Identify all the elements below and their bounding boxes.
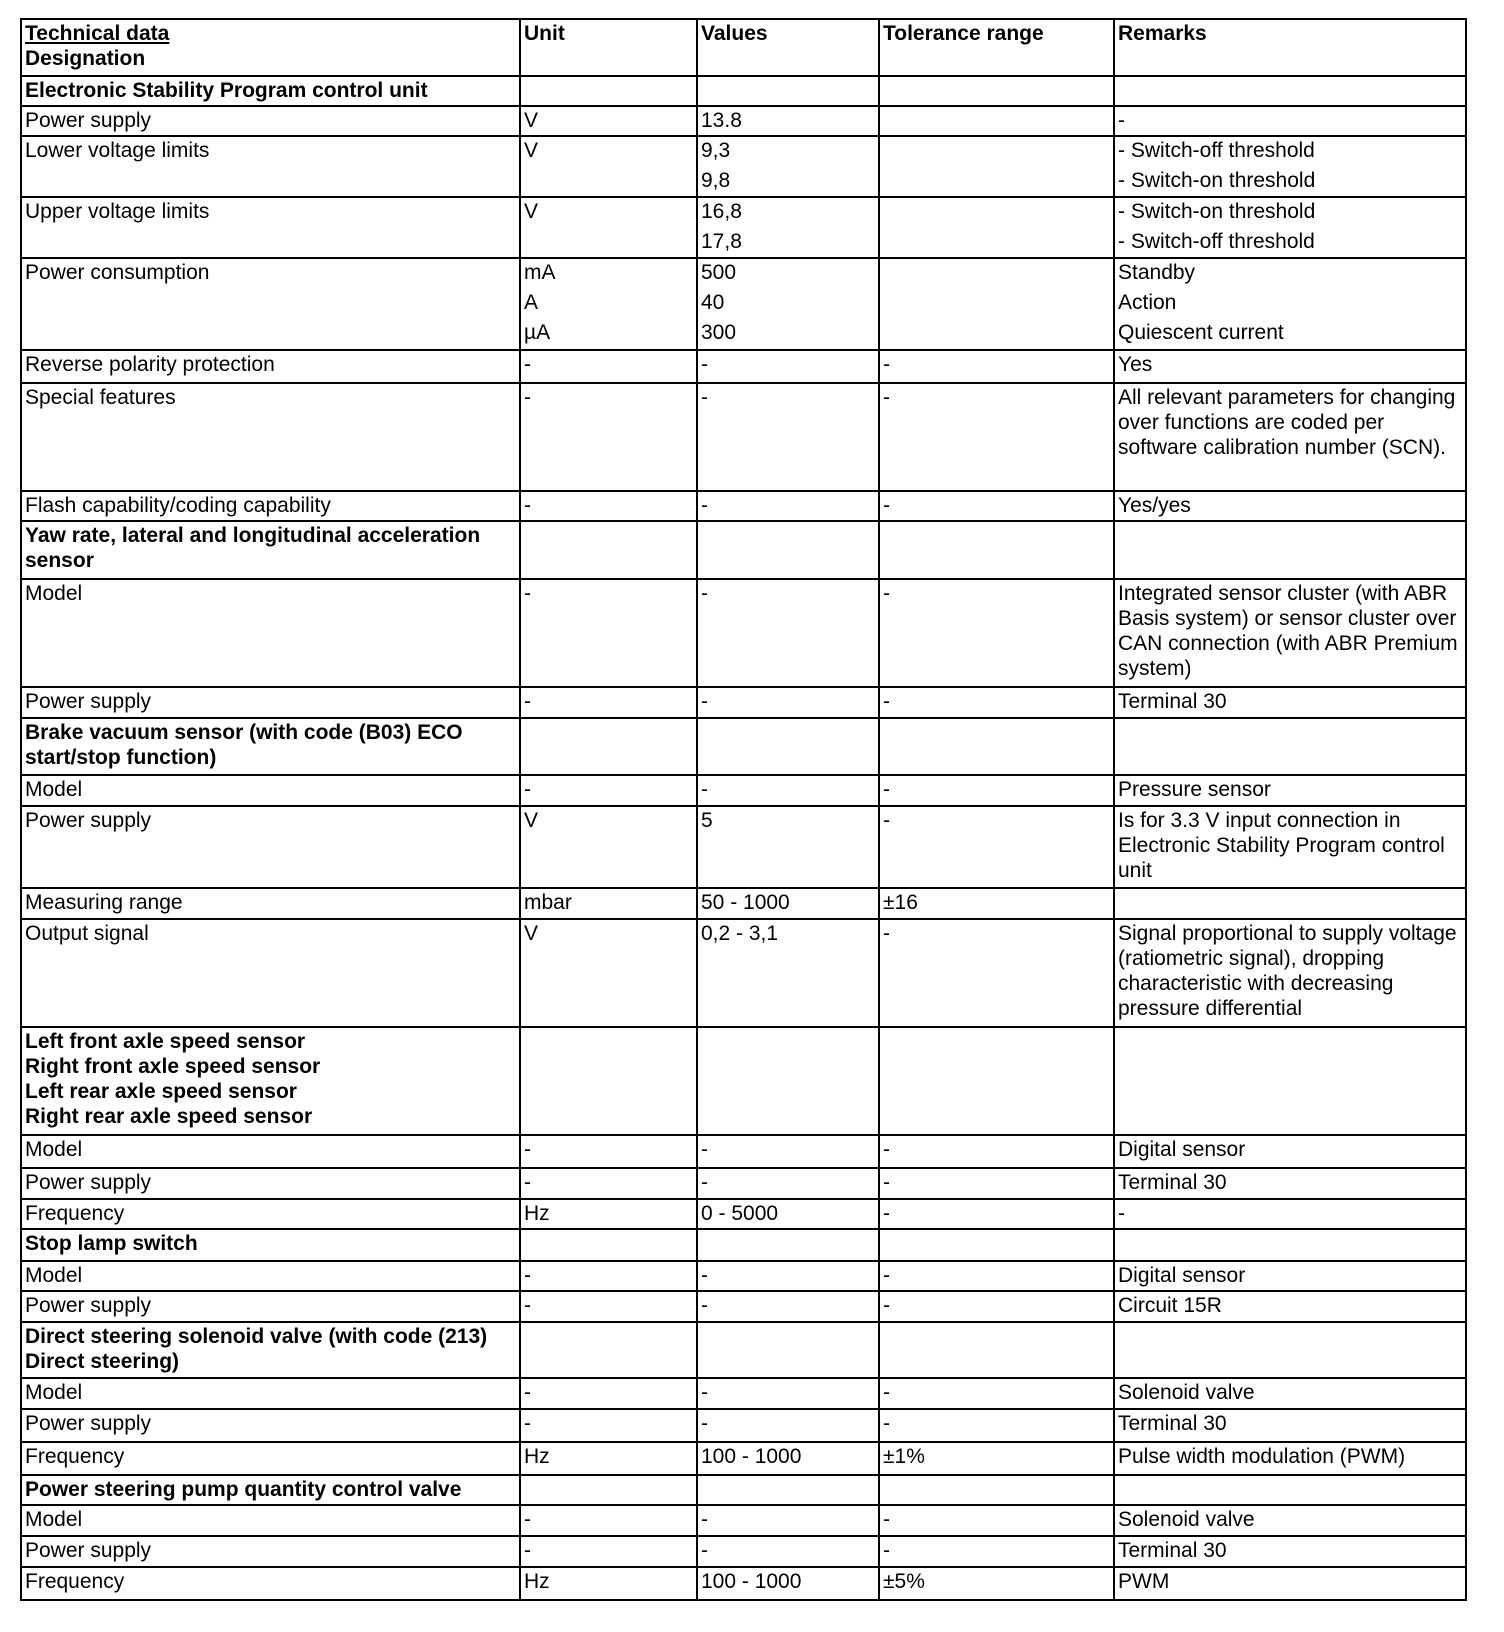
designation-cell: Output signal <box>21 919 520 1027</box>
designation-cell: Frequency <box>21 1567 520 1600</box>
remark-cell <box>1114 197 1466 258</box>
remark-cell: Yes <box>1114 350 1466 383</box>
technical-data-table <box>20 18 1467 1601</box>
tolerance-cell: - <box>879 1135 1114 1168</box>
designation-cell: Upper voltage limits <box>21 197 520 258</box>
value-cell <box>697 1475 879 1505</box>
tolerance-cell: - <box>879 919 1114 1027</box>
tolerance-cell: ±1% <box>879 1442 1114 1475</box>
table-row <box>21 888 1466 919</box>
tolerance-cell <box>879 1229 1114 1261</box>
remark-cell <box>1114 76 1466 106</box>
section-title: Electronic Stability Program control unit <box>21 76 520 106</box>
value-cell: - <box>697 1135 879 1168</box>
table-row <box>21 383 1466 491</box>
value-line: 16,8 <box>701 200 742 223</box>
tolerance-cell: ±16 <box>879 888 1114 919</box>
value-cell: - <box>697 1261 879 1291</box>
unit-cell: V <box>520 197 697 258</box>
tolerance-cell <box>879 76 1114 106</box>
unit-cell <box>520 1229 697 1261</box>
tolerance-cell: - <box>879 1261 1114 1291</box>
section-row <box>21 521 1466 579</box>
designation-cell: Flash capability/coding capability <box>21 491 520 521</box>
tolerance-cell <box>879 521 1114 579</box>
remark-cell <box>1114 1229 1466 1261</box>
table-row <box>21 1291 1466 1322</box>
header-unit: Unit <box>520 19 697 76</box>
designation-cell: Model <box>21 1135 520 1168</box>
tolerance-cell <box>879 136 1114 197</box>
tolerance-cell <box>879 197 1114 258</box>
tolerance-cell: - <box>879 491 1114 521</box>
table-row <box>21 1199 1466 1229</box>
section-title: Direct steering solenoid valve (with code (213) Direct steering) <box>21 1322 520 1378</box>
designation-cell: Model <box>21 775 520 806</box>
designation-cell: Power supply <box>21 687 520 718</box>
remark-cell: Terminal 30 <box>1114 1409 1466 1442</box>
remark-line: - Switch-on threshold <box>1118 200 1316 223</box>
table-row <box>21 1135 1466 1168</box>
unit-cell <box>520 1027 697 1135</box>
technical-data-sheet <box>20 18 1465 1601</box>
value-line: 300 <box>701 321 737 344</box>
remark-cell <box>1114 521 1466 579</box>
section-row <box>21 1229 1466 1261</box>
unit-cell: mbar <box>520 888 697 919</box>
table-row <box>21 775 1466 806</box>
section-title-line: Right rear axle speed sensor <box>25 1105 313 1128</box>
remark-line: - Switch-off threshold <box>1118 139 1315 162</box>
section-title-line: Left front axle speed sensor <box>25 1030 306 1053</box>
tolerance-cell: - <box>879 383 1114 491</box>
value-cell: 5 <box>697 806 879 888</box>
designation-cell: Power supply <box>21 1168 520 1199</box>
value-cell: - <box>697 1291 879 1322</box>
unit-cell: Hz <box>520 1199 697 1229</box>
table-row <box>21 491 1466 521</box>
unit-cell: V <box>520 806 697 888</box>
table-row <box>21 1378 1466 1409</box>
remark-cell <box>1114 1322 1466 1378</box>
table-row <box>21 687 1466 718</box>
unit-cell: - <box>520 1261 697 1291</box>
value-cell <box>697 197 879 258</box>
remark-cell: Solenoid valve <box>1114 1378 1466 1409</box>
tolerance-cell: - <box>879 1291 1114 1322</box>
value-cell: - <box>697 383 879 491</box>
value-cell: 13.8 <box>697 106 879 136</box>
unit-cell: - <box>520 1536 697 1567</box>
section-row <box>21 718 1466 775</box>
tolerance-cell: - <box>879 1168 1114 1199</box>
value-cell <box>697 136 879 197</box>
value-cell: - <box>697 491 879 521</box>
value-cell <box>697 1027 879 1135</box>
designation-cell: Lower voltage limits <box>21 136 520 197</box>
unit-cell: V <box>520 106 697 136</box>
remark-line: Quiescent current <box>1118 321 1284 344</box>
value-cell: - <box>697 1378 879 1409</box>
tolerance-cell: - <box>879 1378 1114 1409</box>
remark-cell: Pressure sensor <box>1114 775 1466 806</box>
designation-cell: Frequency <box>21 1442 520 1475</box>
remark-cell <box>1114 1475 1466 1505</box>
unit-cell: - <box>520 1168 697 1199</box>
designation-cell: Power consumption <box>21 258 520 350</box>
tolerance-cell: - <box>879 806 1114 888</box>
table-header-row <box>21 19 1466 76</box>
section-title-line: Right front axle speed sensor <box>25 1055 321 1078</box>
remark-cell: Circuit 15R <box>1114 1291 1466 1322</box>
value-line: 40 <box>701 291 725 314</box>
tolerance-cell <box>879 106 1114 136</box>
section-title-line: Left rear axle speed sensor <box>25 1080 297 1103</box>
table-row <box>21 1261 1466 1291</box>
value-cell: 0 - 5000 <box>697 1199 879 1229</box>
unit-cell <box>520 718 697 775</box>
remark-cell: Digital sensor <box>1114 1261 1466 1291</box>
header-values: Values <box>697 19 879 76</box>
remark-line: Standby <box>1118 261 1196 284</box>
remark-cell: Digital sensor <box>1114 1135 1466 1168</box>
value-cell <box>697 1322 879 1378</box>
unit-line: mA <box>524 261 556 284</box>
table-row <box>21 350 1466 383</box>
remark-cell <box>1114 888 1466 919</box>
table-row <box>21 1536 1466 1567</box>
tolerance-cell: ±5% <box>879 1567 1114 1600</box>
value-cell <box>697 1229 879 1261</box>
designation-cell: Model <box>21 1505 520 1536</box>
section-title-cell <box>21 1027 520 1135</box>
unit-cell: V <box>520 136 697 197</box>
header-title: Technical data <box>25 22 170 45</box>
value-line: 9,3 <box>701 139 731 162</box>
tolerance-cell <box>879 258 1114 350</box>
tolerance-cell <box>879 1322 1114 1378</box>
remark-cell: Solenoid valve <box>1114 1505 1466 1536</box>
remark-cell: Terminal 30 <box>1114 1168 1466 1199</box>
value-cell: 0,2 - 3,1 <box>697 919 879 1027</box>
table-row <box>21 806 1466 888</box>
unit-cell: - <box>520 1409 697 1442</box>
unit-cell <box>520 1322 697 1378</box>
unit-cell: - <box>520 1378 697 1409</box>
value-cell: - <box>697 775 879 806</box>
designation-cell: Power supply <box>21 806 520 888</box>
tolerance-cell: - <box>879 775 1114 806</box>
value-line: 500 <box>701 261 737 284</box>
designation-cell: Special features <box>21 383 520 491</box>
table-row <box>21 197 1466 258</box>
value-cell <box>697 521 879 579</box>
unit-cell: - <box>520 1135 697 1168</box>
unit-cell: Hz <box>520 1442 697 1475</box>
remark-cell: Integrated sensor cluster (with ABR Basis system) or sensor cluster over CAN connection (with ABR Premium system) <box>1114 579 1466 687</box>
designation-cell: Power supply <box>21 1409 520 1442</box>
designation-cell: Frequency <box>21 1199 520 1229</box>
value-line: 17,8 <box>701 230 742 253</box>
table-row <box>21 106 1466 136</box>
table-row <box>21 1567 1466 1600</box>
unit-cell: - <box>520 383 697 491</box>
tolerance-cell: - <box>879 687 1114 718</box>
unit-cell: - <box>520 1505 697 1536</box>
table-row <box>21 579 1466 687</box>
unit-cell <box>520 1475 697 1505</box>
designation-cell: Model <box>21 1378 520 1409</box>
value-cell <box>697 76 879 106</box>
header-designation-cell <box>21 19 520 76</box>
unit-cell: - <box>520 350 697 383</box>
table-row <box>21 919 1466 1027</box>
unit-line: A <box>524 291 539 314</box>
remark-line: - Switch-off threshold <box>1118 230 1315 253</box>
section-row <box>21 1475 1466 1505</box>
designation-cell: Reverse polarity protection <box>21 350 520 383</box>
table-row <box>21 1505 1466 1536</box>
remark-line: - Switch-on threshold <box>1118 169 1316 192</box>
value-cell: - <box>697 1505 879 1536</box>
tolerance-cell: - <box>879 1536 1114 1567</box>
remark-cell: Yes/yes <box>1114 491 1466 521</box>
value-cell: 50 - 1000 <box>697 888 879 919</box>
designation-cell: Measuring range <box>21 888 520 919</box>
remark-line: Action <box>1118 291 1177 314</box>
value-cell <box>697 258 879 350</box>
table-row <box>21 258 1466 350</box>
unit-cell: Hz <box>520 1567 697 1600</box>
remark-cell: PWM <box>1114 1567 1466 1600</box>
unit-cell: - <box>520 775 697 806</box>
designation-cell: Power supply <box>21 1291 520 1322</box>
tolerance-cell: - <box>879 1409 1114 1442</box>
remark-cell: All relevant parameters for changing over functions are coded per software calibration number (SCN). <box>1114 383 1466 491</box>
section-title: Power steering pump quantity control valve <box>21 1475 520 1505</box>
unit-cell: V <box>520 919 697 1027</box>
unit-cell <box>520 76 697 106</box>
section-title: Yaw rate, lateral and longitudinal acceleration sensor <box>21 521 520 579</box>
remark-cell <box>1114 136 1466 197</box>
value-cell: 100 - 1000 <box>697 1442 879 1475</box>
tolerance-cell <box>879 718 1114 775</box>
value-cell: - <box>697 687 879 718</box>
header-designation: Designation <box>25 47 146 70</box>
value-cell: - <box>697 1409 879 1442</box>
unit-cell: - <box>520 687 697 718</box>
value-cell: - <box>697 350 879 383</box>
remark-cell: Is for 3.3 V input connection in Electronic Stability Program control unit <box>1114 806 1466 888</box>
value-line: 9,8 <box>701 169 731 192</box>
remark-cell <box>1114 718 1466 775</box>
value-cell: - <box>697 1168 879 1199</box>
unit-cell: - <box>520 1291 697 1322</box>
remark-cell: Pulse width modulation (PWM) <box>1114 1442 1466 1475</box>
remark-cell <box>1114 1027 1466 1135</box>
unit-cell: - <box>520 491 697 521</box>
tolerance-cell: - <box>879 1505 1114 1536</box>
tolerance-cell: - <box>879 579 1114 687</box>
tolerance-cell: - <box>879 1199 1114 1229</box>
value-cell <box>697 718 879 775</box>
section-title: Brake vacuum sensor (with code (B03) ECO start/stop function) <box>21 718 520 775</box>
value-cell: - <box>697 579 879 687</box>
designation-cell: Power supply <box>21 1536 520 1567</box>
value-cell: - <box>697 1536 879 1567</box>
section-row <box>21 76 1466 106</box>
unit-cell: - <box>520 579 697 687</box>
tolerance-cell: - <box>879 350 1114 383</box>
section-row <box>21 1027 1466 1135</box>
section-row <box>21 1322 1466 1378</box>
designation-cell: Power supply <box>21 106 520 136</box>
remark-cell: Terminal 30 <box>1114 1536 1466 1567</box>
table-row <box>21 1168 1466 1199</box>
table-row <box>21 1409 1466 1442</box>
tolerance-cell <box>879 1475 1114 1505</box>
section-title: Stop lamp switch <box>21 1229 520 1261</box>
unit-cell <box>520 521 697 579</box>
remark-cell <box>1114 258 1466 350</box>
remark-cell: - <box>1114 106 1466 136</box>
remark-cell: Signal proportional to supply voltage (ratiometric signal), dropping characteristic with decreasing pressure differential <box>1114 919 1466 1027</box>
unit-cell <box>520 258 697 350</box>
table-row <box>21 136 1466 197</box>
tolerance-cell <box>879 1027 1114 1135</box>
value-cell: 100 - 1000 <box>697 1567 879 1600</box>
header-tolerance: Tolerance range <box>879 19 1114 76</box>
table-row <box>21 1442 1466 1475</box>
designation-cell: Model <box>21 579 520 687</box>
remark-cell: Terminal 30 <box>1114 687 1466 718</box>
designation-cell: Model <box>21 1261 520 1291</box>
header-remarks: Remarks <box>1114 19 1466 76</box>
remark-cell: - <box>1114 1199 1466 1229</box>
unit-line: µA <box>524 321 551 344</box>
